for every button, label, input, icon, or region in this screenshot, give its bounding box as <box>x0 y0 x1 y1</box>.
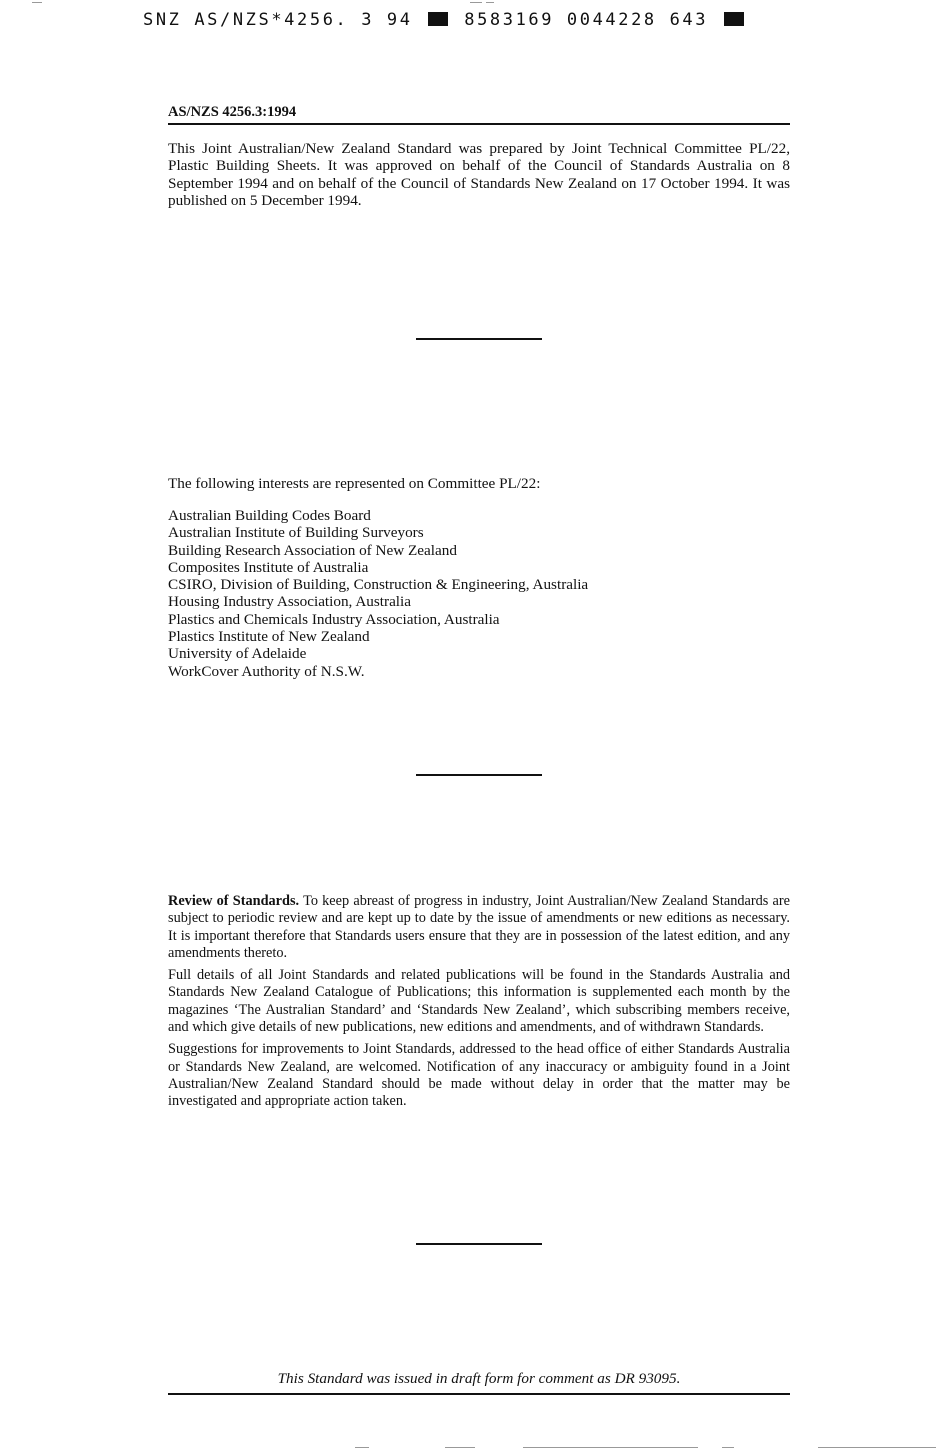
barcode-code-part2: 8583169 0044228 643 <box>464 10 709 30</box>
scan-artifact <box>722 1447 734 1448</box>
review-paragraph-3: Suggestions for improvements to Joint Standards, addressed to the head office of either Standards Australia or Standards New Zealand, are welcomed. Notification of any inaccuracy or ambiguity found in a Joint Australian/New Zealand Standard should be made without delay in order that the matter may be investigated and appropriate action taken. <box>168 1041 790 1110</box>
list-item: Australian Institute of Building Surveyors <box>168 524 424 542</box>
list-item: CSIRO, Division of Building, Construction & Engineering, Australia <box>168 576 589 594</box>
section-divider <box>416 1243 542 1245</box>
review-text-1: To keep abreast of progress in industry, Joint Australian/New Zealand Standards are subject to periodic review and are kept up to date by the issue of amendments or new editions as necessary. It is important therefore that Standards users ensure that they are in possession of the latest edition, and any amendments thereto. <box>168 893 791 961</box>
scan-artifact <box>470 2 482 3</box>
barcode-block-mark <box>724 12 744 26</box>
list-item: Composites Institute of Australia <box>168 558 369 576</box>
committee-intro: The following interests are represented on Committee PL/22: <box>168 475 541 492</box>
list-item: Plastics and Chemicals Industry Association, Australia <box>168 610 500 628</box>
scan-artifact <box>32 2 42 3</box>
review-paragraph-1 <box>168 893 790 962</box>
scan-artifact <box>486 2 494 3</box>
review-paragraph-2: Full details of all Joint Standards and related publications will be found in the Standards Australia and Standards New Zealand Catalogue of Publications; this information is supplemented each month by the magazines ‘The Australian Standard’ and ‘Standards New Zealand’, which subscribing members receive, and which give details of new publications, new editions and amendments, and of withdrawn Standards. <box>168 967 790 1036</box>
list-item: University of Adelaide <box>168 645 307 663</box>
list-item: WorkCover Authority of N.S.W. <box>168 662 365 680</box>
list-item: Plastics Institute of New Zealand <box>168 628 370 646</box>
list-item: Building Research Association of New Zealand <box>168 541 457 559</box>
footer-rule <box>168 1393 790 1395</box>
review-heading: Review of Standards. <box>168 893 300 909</box>
scan-artifact <box>445 1447 475 1448</box>
list-item: Australian Building Codes Board <box>168 507 371 524</box>
document-barcode-header <box>143 10 747 30</box>
intro-paragraph: This Joint Australian/New Zealand Standard was prepared by Joint Technical Committee PL/22, Plastic Building Sheets. It was approved on behalf of the Council of Standards Australia on 8 September 1994 and on behalf of the Council of Standards New Zealand on 17 October 1994. It was published on 5 December 1994. <box>168 140 790 209</box>
review-of-standards-section <box>168 893 790 1116</box>
committee-member-list <box>168 507 588 680</box>
draft-note: This Standard was issued in draft form for comment as DR 93095. <box>277 1370 681 1387</box>
barcode-code-part1: SNZ AS/NZS*4256. 3 94 <box>143 10 413 30</box>
list-item: Housing Industry Association, Australia <box>168 593 411 611</box>
document-id-rule <box>168 123 790 125</box>
document-id: AS/NZS 4256.3:1994 <box>168 104 297 120</box>
section-divider <box>416 338 542 340</box>
section-divider <box>416 774 542 776</box>
scan-artifact <box>523 1447 698 1448</box>
scan-artifact <box>355 1447 369 1448</box>
barcode-block-mark <box>428 12 448 26</box>
scan-artifact <box>818 1447 936 1448</box>
